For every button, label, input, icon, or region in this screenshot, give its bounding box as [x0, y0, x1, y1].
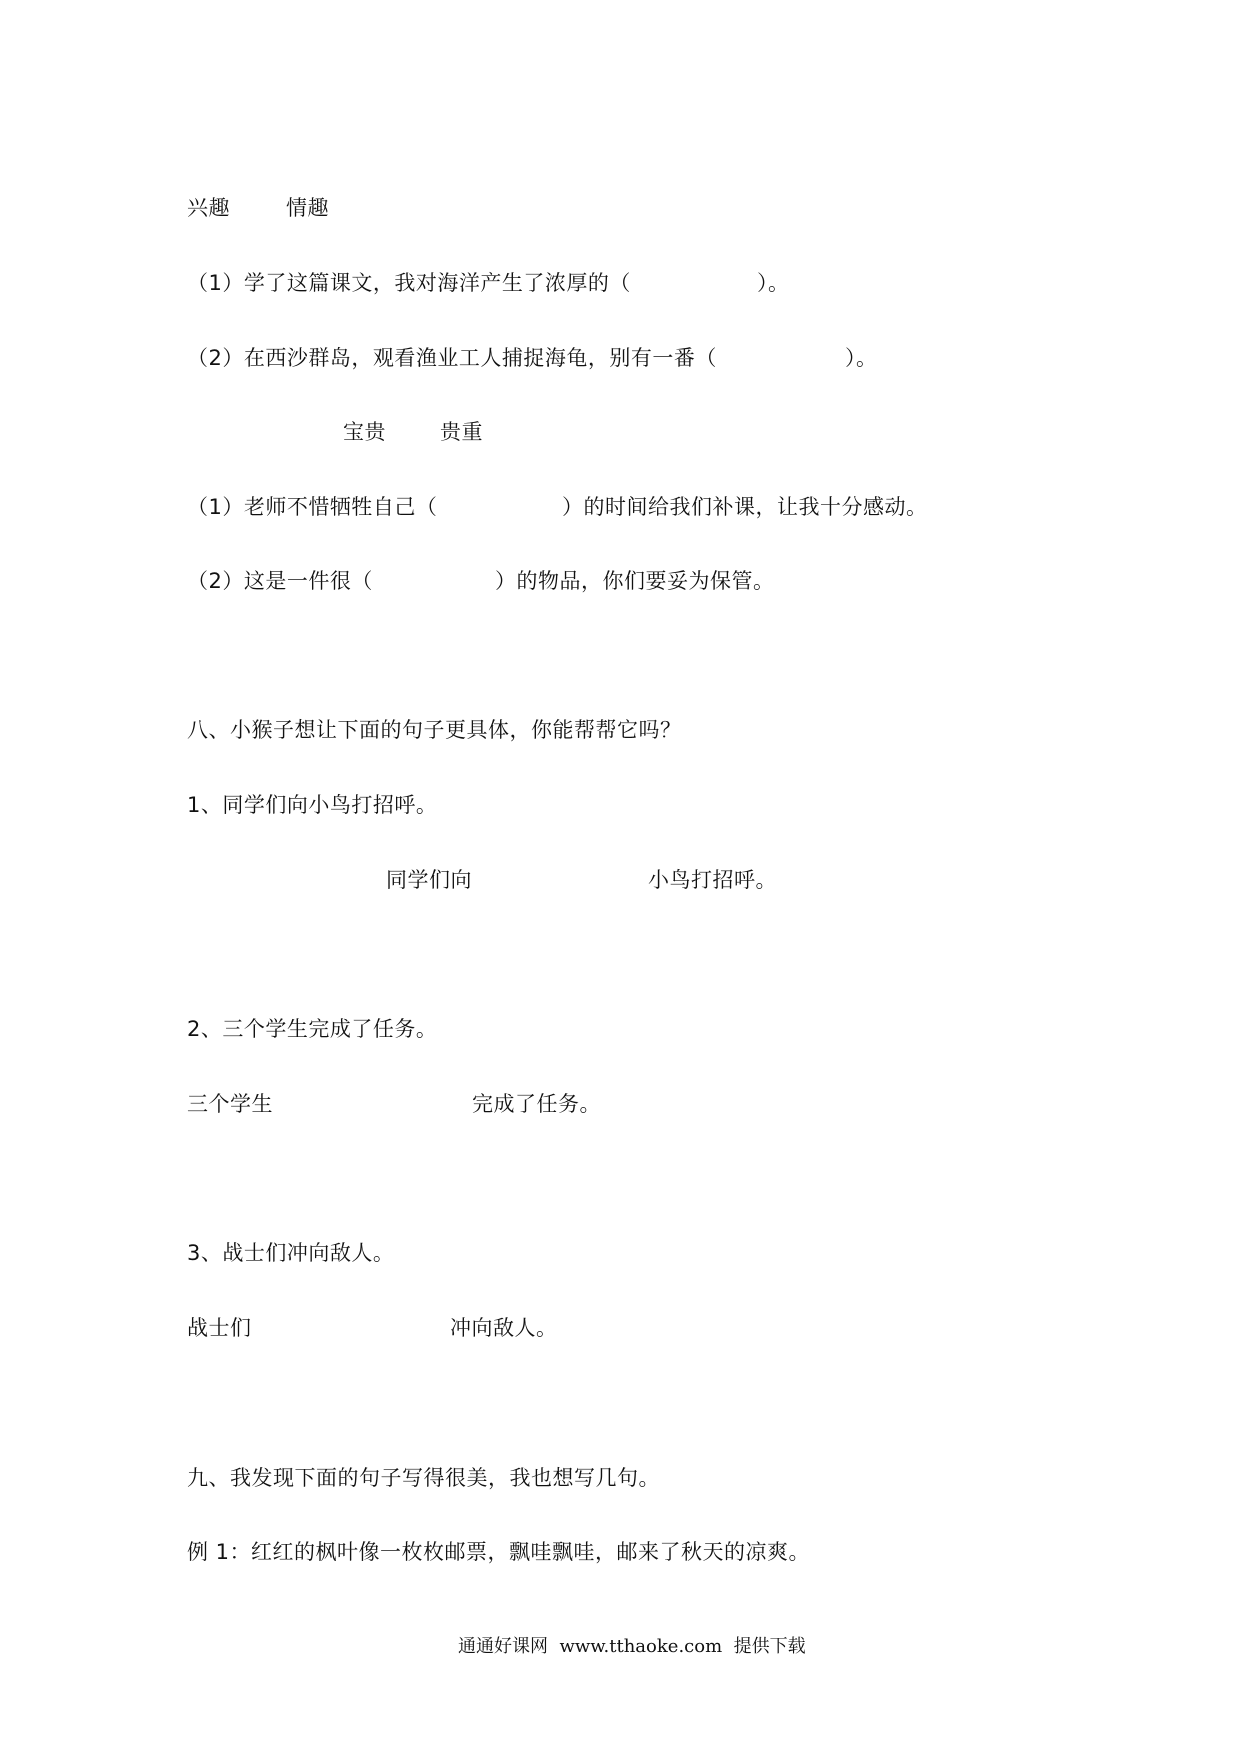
section-8-item-1-blank-prefix: 同学们向 — [386, 868, 472, 892]
section-9-heading: 九、我发现下面的句子写得很美，我也想写几句。 — [187, 1466, 660, 1490]
section-8-item-2-sentence: 2、三个学生完成了任务。 — [187, 1017, 438, 1041]
word-pair-1-option-a: 兴趣 — [187, 196, 230, 220]
pair-2-question-1-suffix: ）的时间给我们补课，让我十分感动。 — [562, 495, 928, 519]
word-pair-2-option-b: 贵重 — [440, 420, 483, 444]
section-8-heading: 八、小猴子想让下面的句子更具体，你能帮帮它吗？ — [187, 718, 682, 742]
section-8-item-3-blank-prefix: 战士们 — [187, 1316, 252, 1340]
section-8-item-1-blank-suffix: 小鸟打招呼。 — [648, 868, 777, 892]
section-8-item-2-blank-prefix: 三个学生 — [187, 1092, 273, 1116]
section-9-example-1: 例 1：红红的枫叶像一枚枚邮票，飘哇飘哇，邮来了秋天的凉爽。 — [187, 1540, 811, 1564]
pair-1-question-2-suffix: ）。 — [845, 346, 878, 370]
section-8-item-2-blank-suffix: 完成了任务。 — [472, 1092, 601, 1116]
word-pair-1-option-b: 情趣 — [286, 196, 329, 220]
pair-1-question-1-prefix: （1）学了这篇课文，我对海洋产生了浓厚的（ — [187, 271, 631, 295]
pair-2-question-1-prefix: （1）老师不惜牺牲自己（ — [187, 495, 438, 519]
section-8-item-3-blank-suffix: 冲向敌人。 — [450, 1316, 558, 1340]
section-8-item-1-sentence: 1、同学们向小鸟打招呼。 — [187, 793, 438, 817]
pair-1-question-1-suffix: ）。 — [757, 271, 790, 295]
pair-2-question-2-prefix: （2）这是一件很（ — [187, 569, 373, 593]
section-8-item-3-sentence: 3、战士们冲向敌人。 — [187, 1241, 395, 1265]
page-footer: 通通好课网 www.tthaoke.com 提供下载 — [458, 1636, 806, 1657]
pair-1-question-2-prefix: （2）在西沙群岛，观看渔业工人捕捉海龟，别有一番（ — [187, 346, 717, 370]
pair-2-question-2-suffix: ）的物品，你们要妥为保管。 — [495, 569, 775, 593]
word-pair-2-option-a: 宝贵 — [343, 420, 386, 444]
